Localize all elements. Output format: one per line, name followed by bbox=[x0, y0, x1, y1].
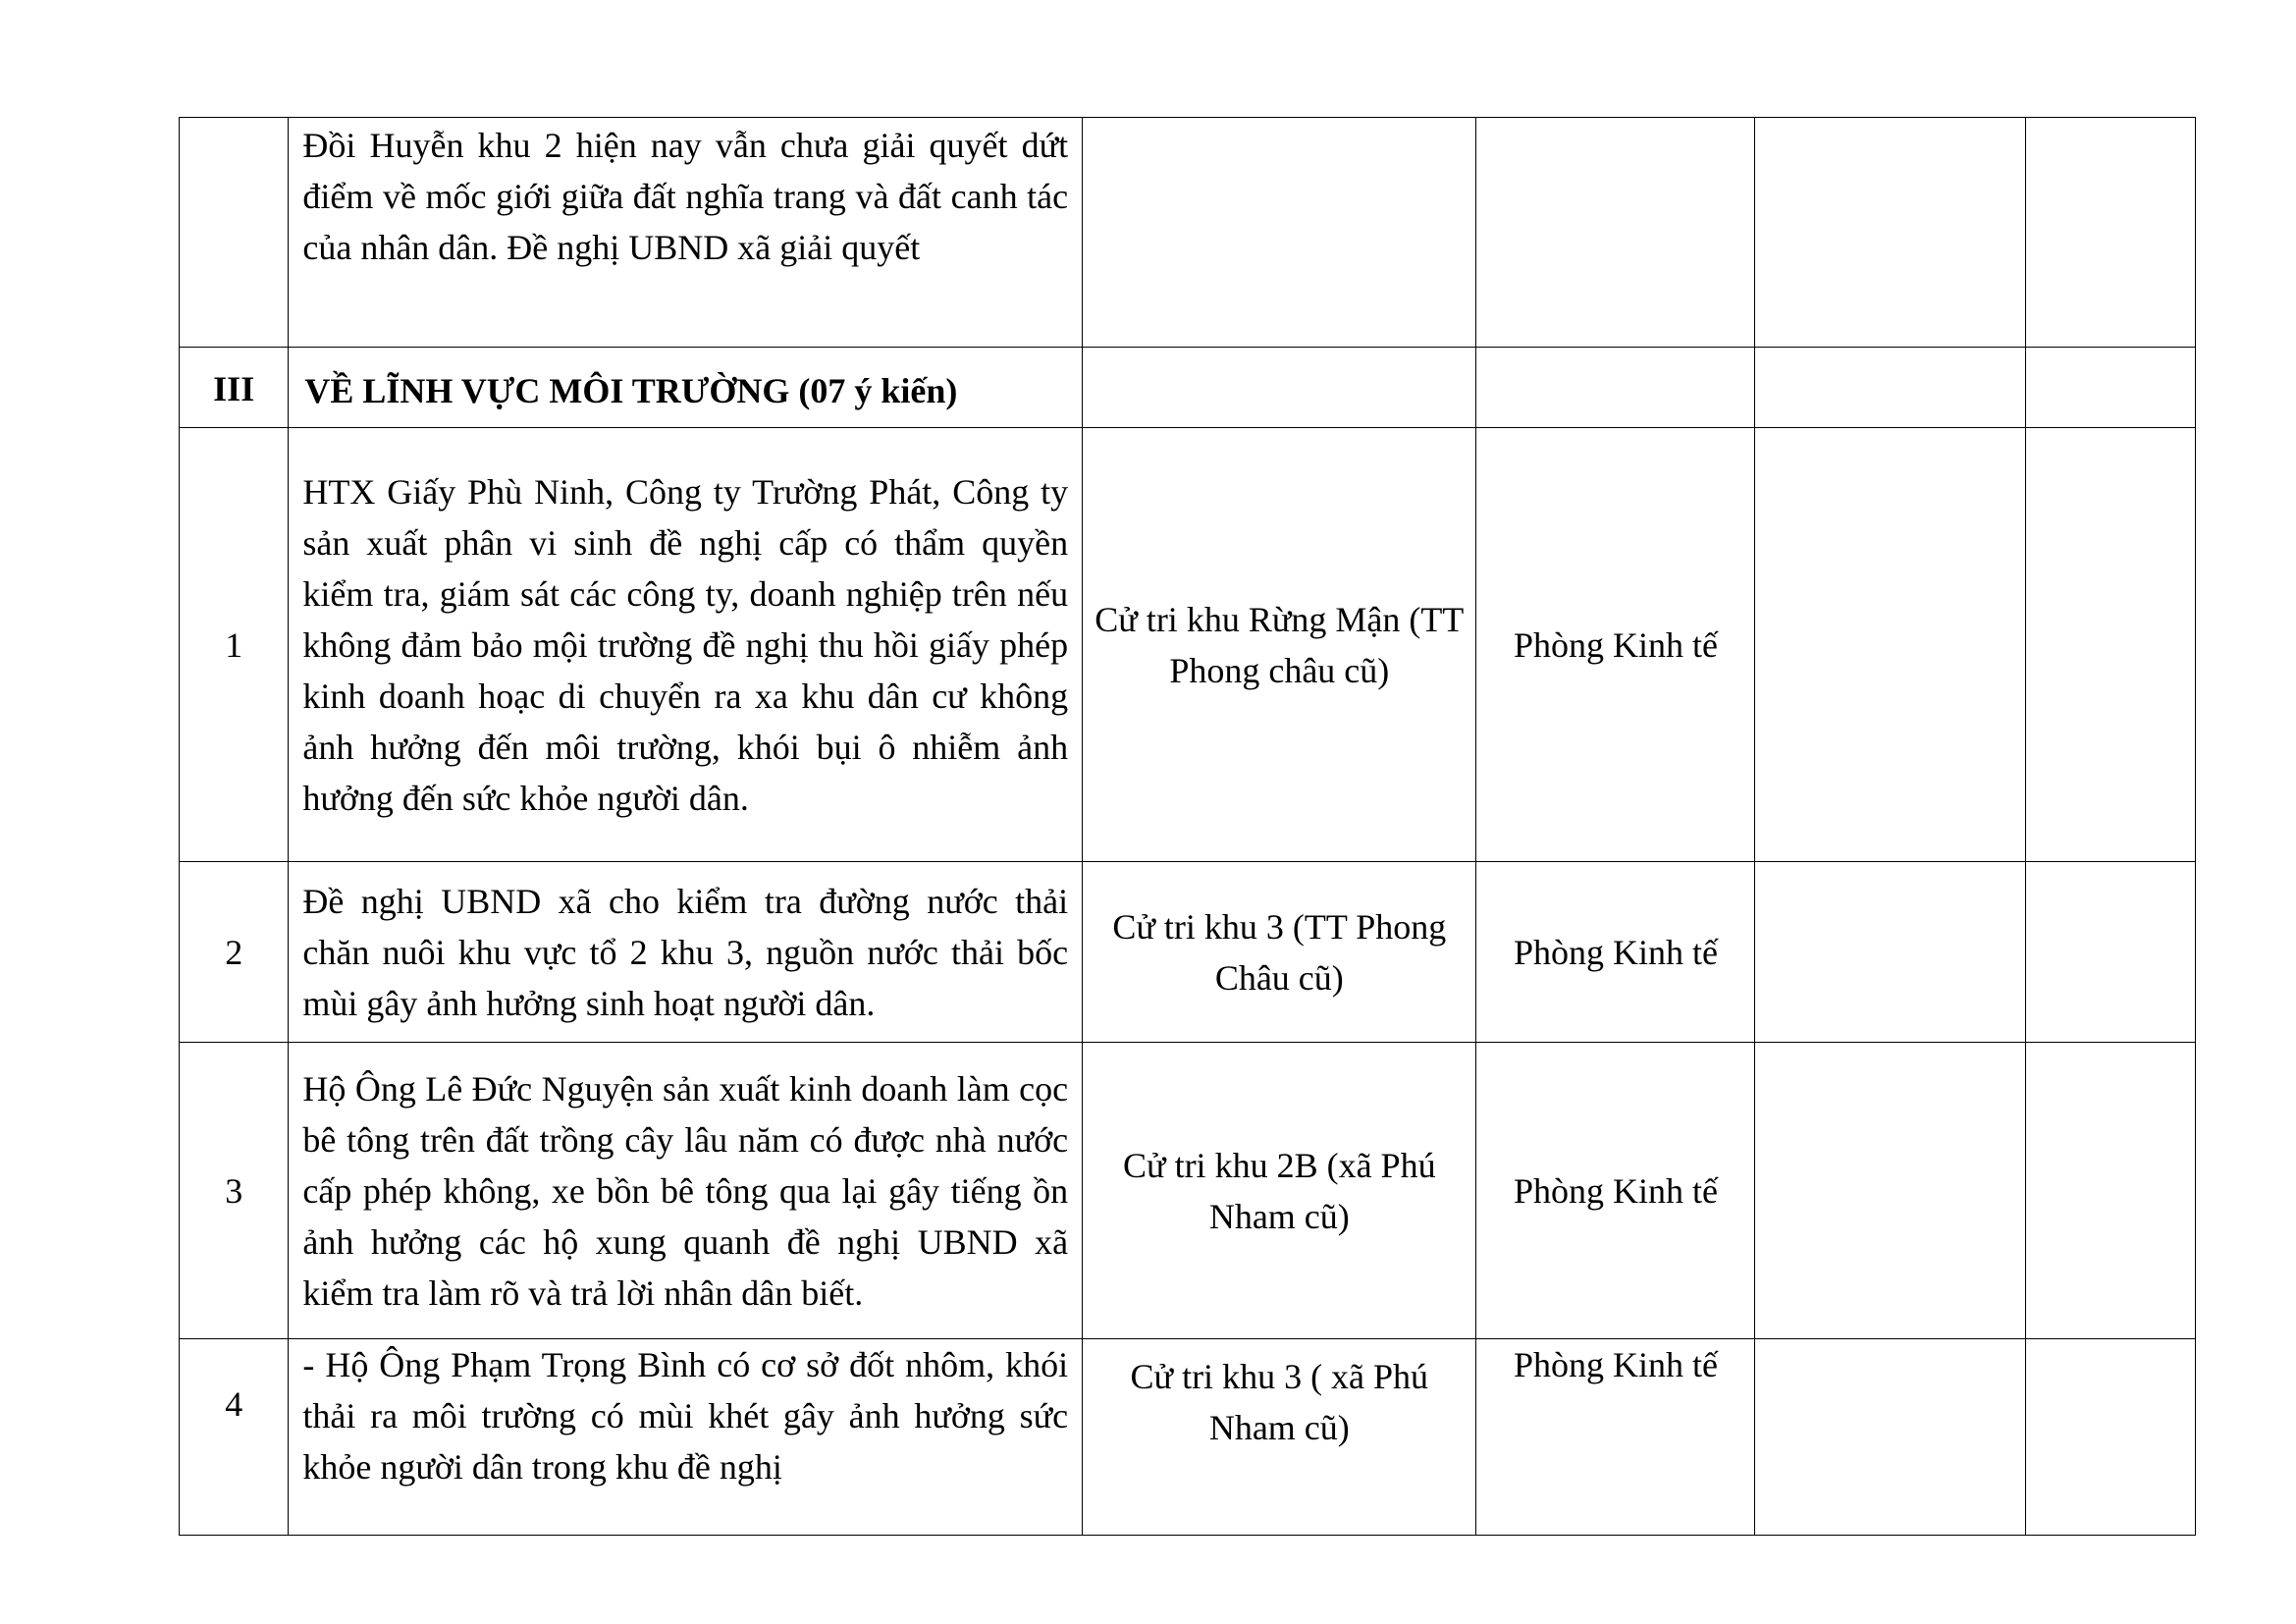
table-row bbox=[180, 428, 2196, 862]
opinion-content-cell bbox=[289, 1339, 1083, 1536]
opinion-content-cell bbox=[289, 1043, 1083, 1339]
responsible-agency-text: Phòng Kinh tế bbox=[1513, 624, 1718, 665]
voter-source-text: Cử tri khu 3 ( xã Phú Nham cũ) bbox=[1130, 1357, 1429, 1447]
section-title-cell bbox=[289, 348, 1083, 428]
section-title: VỀ LĨNH VỰC MÔI TRƯỜNG (07 ý kiến) bbox=[304, 370, 958, 410]
table-row bbox=[180, 862, 2196, 1043]
section-row bbox=[180, 348, 2196, 428]
opinion-text: - Hộ Ông Phạm Trọng Bình có cơ sở đốt nhôm, khói thải ra môi trường có mùi khét gây ảnh hưởng sức khỏe người dân trong khu đề nghị bbox=[302, 1345, 1069, 1487]
empty-cell bbox=[2026, 1339, 2196, 1536]
voter-source-cell bbox=[1083, 428, 1476, 862]
opinion-text: HTX Giấy Phù Ninh, Công ty Trường Phát, Công ty sản xuất phân vi sinh đề nghị cấp có thẩm quyền kiểm tra, giám sát các công ty, doanh nghiệp trên nếu không đảm bảo mội trường đề nghị thu hồi giấy phép kinh doanh hoạc di chuyển ra xa khu dân cư không ảnh hưởng đến môi trường, khói bụi ô nhiễm ảnh hưởng đến sức khỏe người dân. bbox=[302, 471, 1069, 818]
voter-source-cell bbox=[1083, 118, 1476, 348]
row-number-cell: 2 bbox=[180, 862, 289, 1043]
voter-source-text: Cử tri khu 3 (TT Phong Châu cũ) bbox=[1112, 906, 1447, 998]
opinion-text: Đề nghị UBND xã cho kiểm tra đường nước thải chăn nuôi khu vực tổ 2 khu 3, nguồn nước thải bốc mùi gây ảnh hưởng sinh hoạt người dân. bbox=[302, 881, 1069, 1023]
empty-cell bbox=[1755, 1339, 2026, 1536]
responsible-agency-cell bbox=[1476, 118, 1755, 348]
empty-cell bbox=[1755, 118, 2026, 348]
responsible-agency-text: Phòng Kinh tế bbox=[1513, 1345, 1718, 1384]
empty-cell bbox=[2026, 862, 2196, 1043]
empty-cell bbox=[2026, 118, 2196, 348]
voter-source-cell bbox=[1083, 1043, 1476, 1339]
opinion-text: Đồi Huyễn khu 2 hiện nay vẫn chưa giải quyết dứt điểm về mốc giới giữa đất nghĩa trang và đất canh tác của nhân dân. Đề nghị UBND xã giải quyết bbox=[302, 126, 1069, 267]
table-row bbox=[180, 118, 2196, 348]
opinion-content-cell bbox=[289, 428, 1083, 862]
section-number: III bbox=[180, 348, 289, 428]
responsible-agency-cell bbox=[1476, 862, 1755, 1043]
document-table bbox=[179, 117, 2196, 1536]
voter-source-cell bbox=[1083, 1339, 1476, 1536]
table-row bbox=[180, 1043, 2196, 1339]
table-row bbox=[180, 1339, 2196, 1536]
opinion-content-cell bbox=[289, 118, 1083, 348]
empty-cell bbox=[1755, 862, 2026, 1043]
empty-cell bbox=[1755, 348, 2026, 428]
empty-cell bbox=[1083, 348, 1476, 428]
row-number-cell: 4 bbox=[180, 1339, 289, 1536]
empty-cell bbox=[1755, 1043, 2026, 1339]
voter-source-text: Cử tri khu Rừng Mận (TT Phong châu cũ) bbox=[1095, 599, 1465, 690]
responsible-agency-cell bbox=[1476, 428, 1755, 862]
opinion-text: Hộ Ông Lê Đức Nguyện sản xuất kinh doanh làm cọc bê tông trên đất trồng cây lâu năm có được nhà nước cấp phép không, xe bồn bê tông qua lại gây tiếng ồn ảnh hưởng các hộ xung quanh đề nghị UBND xã kiểm tra làm rõ và trả lời nhân dân biết. bbox=[302, 1068, 1069, 1313]
opinion-content-cell bbox=[289, 862, 1083, 1043]
empty-cell bbox=[2026, 1043, 2196, 1339]
empty-cell bbox=[1755, 428, 2026, 862]
voter-source-text: Cử tri khu 2B (xã Phú Nham cũ) bbox=[1123, 1145, 1436, 1236]
empty-cell bbox=[2026, 428, 2196, 862]
empty-cell bbox=[1476, 348, 1755, 428]
row-number-cell: 1 bbox=[180, 428, 289, 862]
voter-source-cell bbox=[1083, 862, 1476, 1043]
responsible-agency-cell bbox=[1476, 1339, 1755, 1536]
responsible-agency-cell bbox=[1476, 1043, 1755, 1339]
responsible-agency-text: Phòng Kinh tế bbox=[1513, 932, 1718, 972]
responsible-agency-text: Phòng Kinh tế bbox=[1513, 1170, 1718, 1211]
row-number-cell: 3 bbox=[180, 1043, 289, 1339]
empty-cell bbox=[2026, 348, 2196, 428]
row-number-cell bbox=[180, 118, 289, 348]
